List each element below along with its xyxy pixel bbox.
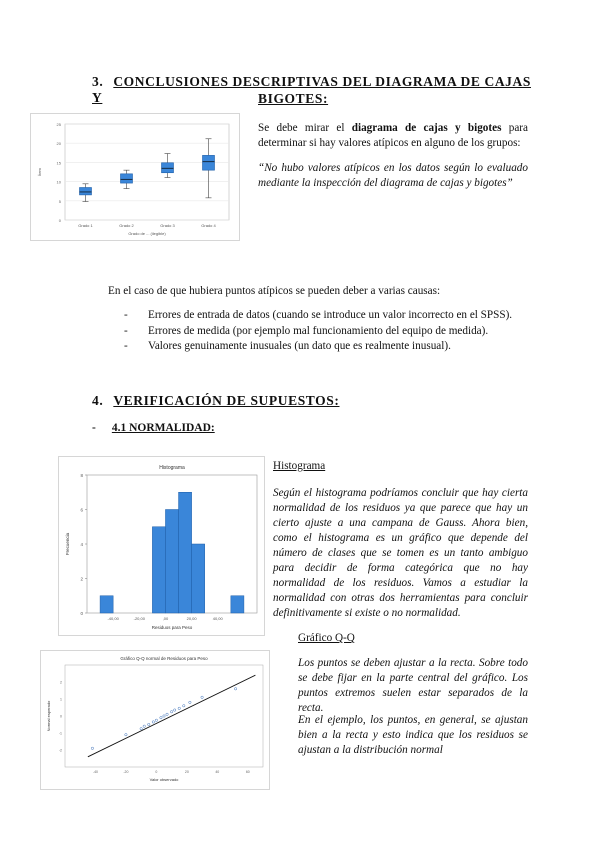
x-tick-label: 0 [155,770,158,774]
boxplot-chart [31,114,239,240]
qq-chart [41,651,269,789]
plot-area [65,124,229,220]
plot-area [65,665,263,767]
y-axis-label: Ítem [37,168,42,176]
histogram-bar [152,527,165,613]
causes-list [124,308,554,355]
histogram-bar [192,544,205,613]
y-tick-label: -1 [58,731,62,736]
section-3-title-line1: CONCLUSIONES DESCRIPTIVAS DEL DIAGRAMA DE CAJAS Y [92,74,531,105]
list-item: - Valores genuinamente inusuales (un dato que es realmente inusual). [124,339,554,355]
section-3-intro [258,121,528,151]
histogram-text: Según el histograma podríamos concluir que hay cierta normalidad de los residuos ya que parece que hay un cierto ajuste a una campana de Gauss. Ahora bien, como el histograma es un gráfico que depende del número de clases que se tomen es un tanto ambiguo para decidir de forma categórica que no hay normalidad de los residuos. Vamos a estudiar la normalidad con otras dos herramientas para concluir definitivamente si existe o no normalidad. [273,487,528,619]
list-item: - Errores de entrada de datos (cuando se introduce un valor incorrecto en el SPSS). [124,308,554,324]
y-tick-label: 0 [60,714,62,719]
x-tick-label: Grado 4 [201,223,216,228]
histogram-heading: Histograma [273,460,326,472]
section-3-heading-line2 [258,91,328,107]
histogram-bar [179,492,192,613]
qq-text-1: Los puntos se deben ajustar a la recta. Sobre todo se debe fijar en la parte central del gráfico. Los puntos extremos suelen estar separados de la recta. [298,657,528,714]
x-tick-label: Grado 1 [78,223,93,228]
section-4-title: VERIFICACIÓN DE SUPUESTOS: [113,393,340,408]
y-tick-label: 15 [56,160,61,166]
boxplot-figure [30,113,240,241]
box [80,188,92,195]
x-tick-label: Grado 3 [160,223,175,228]
x-axis-label: Grado de ... (ilegible) [128,231,166,236]
x-tick-label: 40,00 [212,616,223,621]
qq-heading: Gráfico Q-Q [298,632,355,644]
subsection-title: 4.1 NORMALIDAD: [111,422,215,434]
subsection-dash: - [92,422,96,434]
x-tick-label: 60 [245,770,250,774]
intro-bold: diagrama de cajas y bigotes [351,122,502,134]
y-tick-label: 4 [80,542,83,547]
y-axis-label: Frecuencia [65,532,70,556]
list-item: - Errores de medida (por ejemplo mal funcionamiento del equipo de medida). [124,324,554,340]
intro-post: para determinar si hay valores atípicos en alguno de los grupos: [258,122,528,149]
qq-figure [40,650,270,790]
histogram-bar [165,510,178,614]
chart-title: Histograma [159,465,185,471]
histogram-bar [100,596,113,613]
y-axis-label: Normal esperado [46,700,51,732]
histogram-figure [58,456,265,636]
histogram-chart [59,457,264,635]
y-tick-label: 0 [80,611,83,616]
subsection-heading [92,422,215,434]
box [203,155,215,170]
x-tick-label: ,00 [162,616,169,621]
x-axis-label: Residuos para Peso [151,625,193,630]
x-tick-label: -20 [123,770,129,774]
x-tick-label: -20,00 [133,616,145,621]
x-tick-label: Grado 2 [119,223,134,228]
y-tick-label: 25 [56,122,61,127]
x-tick-label: -40 [92,770,98,774]
chart-title: Gráfico Q-Q normal de Residuos para Peso [120,656,208,661]
section-3-number: 3. [92,74,104,89]
y-tick-label: 20 [56,141,61,147]
x-tick-label: -40,00 [107,616,119,621]
y-tick-label: 1 [60,697,62,702]
section-3-quote: “No hubo valores atípicos en los datos según lo evaluado mediante la inspección del diagrama de cajas y bigotes” [258,162,528,189]
section-4-heading [92,393,339,409]
y-tick-label: -2 [58,748,62,753]
y-tick-label: 5 [58,198,61,204]
y-tick-label: 2 [60,680,62,685]
box [121,174,133,183]
section-3-title-line2: BIGOTES: [258,91,329,106]
x-tick-label: 20,00 [186,616,197,621]
y-tick-label: 0 [58,218,61,223]
y-tick-label: 6 [80,507,83,513]
section-4-number: 4. [92,393,104,408]
y-tick-label: 8 [80,473,83,478]
qq-text-2: En el ejemplo, los puntos, en general, se ajustan bien a la recta y esto indica que los residuos se ajustan a la distribución normal [298,714,528,756]
y-tick-label: 2 [80,576,83,582]
causes-intro: En el caso de que hubiera puntos atípicos se pueden deber a varias causas: [108,285,441,297]
intro-pre: Se debe mirar el [258,122,352,134]
x-tick-label: 40 [215,770,220,774]
histogram-bar [231,596,244,613]
x-tick-label: 20 [184,770,189,774]
box [162,163,174,173]
x-axis-label: Valor observado [149,777,179,782]
y-tick-label: 10 [56,179,61,185]
